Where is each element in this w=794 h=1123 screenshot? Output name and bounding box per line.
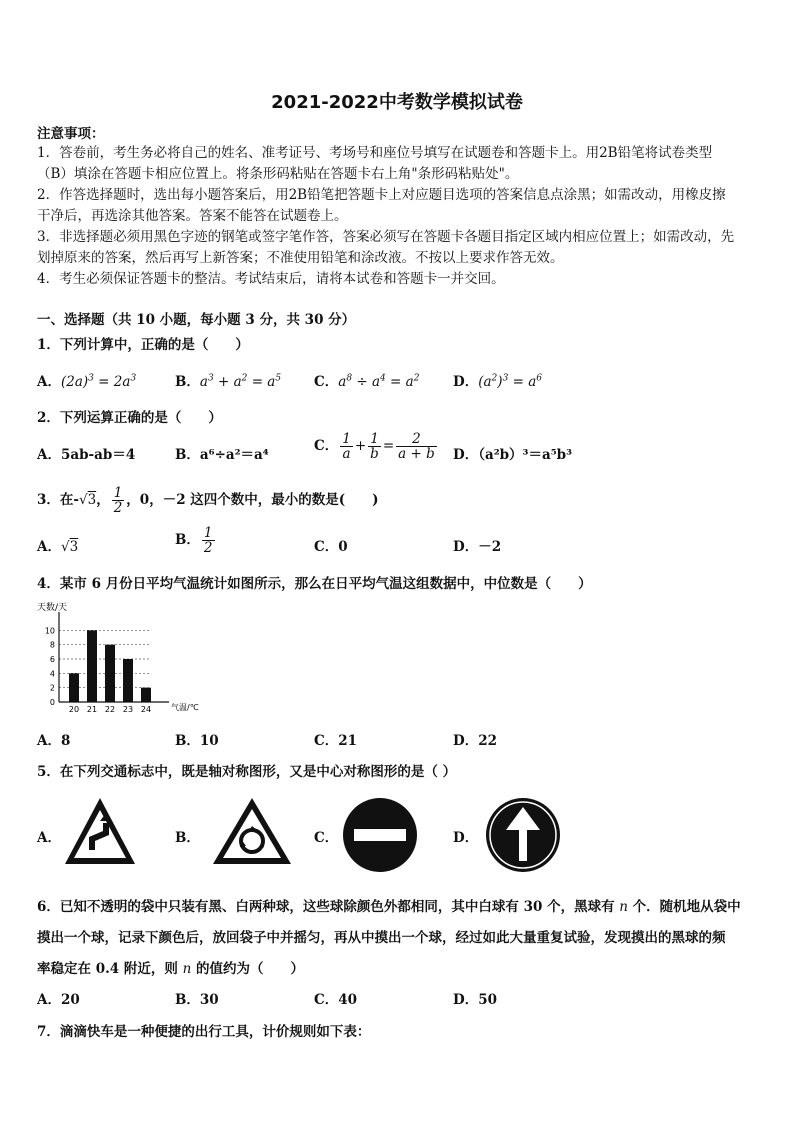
y-tick-label: 8 (49, 640, 55, 650)
q2-option-b: B．a⁶÷a²＝a⁴ (175, 447, 269, 463)
section-heading: 一、选择题（共 10 小题，每小题 3 分，共 30 分） (37, 312, 356, 328)
x-tick-label: 23 (122, 705, 134, 714)
notice-line: 干净后，再选涂其他答案。答案不能答在试题卷上。 (37, 208, 348, 224)
notice-line: 划掉原来的答案，然后再写上新答案；不准使用铅笔和涂改液。不按以上要求作答无效。 (37, 250, 564, 266)
q1-option-a: A．$(2a)^3 = 2a^3$ (37, 373, 137, 390)
notice-line: 1．答卷前，考生务必将自己的姓名、准考证号、考场号和座位号填写在试题卷和答题卡上。用2B铅笔将试卷类型 (37, 145, 713, 161)
x-tick-label: 20 (68, 705, 80, 714)
q4-option-d: D．22 (453, 733, 497, 749)
q1-option-d: D．$(a^2)^3 = a^6$ (453, 373, 542, 390)
q5-option-c: C． (314, 830, 339, 846)
y-tick-label: 6 (49, 655, 55, 664)
q3-option-a: A．√3 (37, 539, 79, 555)
roundabout-sign-icon (210, 795, 294, 867)
q4-option-b: B．10 (175, 733, 219, 749)
straight-ahead-arrow-sign-icon (485, 797, 561, 873)
q4-option-c: C．21 (314, 733, 358, 749)
chart-xlabel: 气温/℃ (171, 703, 199, 712)
question-3-stem: 3．在-√3， $\frac{1}{2}$ ，0，－2 这四个数中，最小的数是( ) (37, 485, 379, 517)
chart-xticks (69, 705, 151, 714)
bar-24 (141, 688, 151, 702)
question-6-line-3: 率稳定在 0.4 附近，则 n 的值约为（ ） (37, 961, 304, 977)
y-tick-label: 0 (49, 698, 55, 707)
question-6-line-2: 摸出一个球，记录下颜色后，放回袋子中并摇匀，再从中摸出一个球，经过如此大量重复试验，发现摸出的黑球的频 (37, 930, 726, 946)
chart-ylabel: 天数/天 (37, 603, 68, 613)
notice-line: 3．非选择题必须用黑色字迹的钢笔或签字笔作答，答案必须写在答题卡各题目指定区域内相应位置上；如需改动，先 (37, 229, 735, 245)
question-6-line-1: 6．已知不透明的袋中只装有黑、白两种球，这些球除颜色外都相同，其中白球有 30 个，黑球有 n 个．随机地从袋中 (37, 899, 741, 915)
chart-bars (69, 630, 151, 702)
bar-21 (87, 630, 97, 702)
question-5-stem: 5．在下列交通标志中，既是轴对称图形，又是中心对称图形的是（ ） (37, 764, 457, 780)
notice-heading: 注意事项： (37, 126, 105, 142)
x-tick-label: 21 (86, 705, 98, 714)
bar-22 (105, 645, 115, 702)
question-1-stem: 1．下列计算中，正确的是（ ） (37, 337, 249, 353)
q5-option-a: A． (37, 830, 61, 846)
winding-road-sign-icon (62, 795, 138, 867)
question-2-stem: 2．下列运算正确的是（ ） (37, 410, 222, 426)
q6-option-b: B．30 (175, 992, 219, 1008)
q6-option-c: C．40 (314, 992, 358, 1008)
y-tick-label: 4 (49, 669, 55, 679)
q2-option-c: C． $\frac{1}{a}$ + $\frac{1}{b}$ = $\frac{2}{a + b}$ (314, 431, 435, 463)
question-7-stem: 7．滴滴快车是一种便捷的出行工具，计价规则如下表： (37, 1024, 371, 1040)
x-tick-label: 22 (104, 705, 116, 714)
notice-line: 4．考生必须保证答题卡的整洁。考试结束后，请将本试卷和答题卡一并交回。 (37, 271, 505, 287)
q5-option-d: D． (453, 830, 479, 846)
q2-option-a: A．5ab-ab＝4 (37, 447, 136, 463)
temperature-bar-chart (35, 598, 199, 718)
question-4-stem: 4．某市 6 月份日平均气温统计如图所示，那么在日平均气温这组数据中，中位数是（ ） (37, 576, 592, 592)
y-tick-label: 10 (44, 626, 55, 636)
q1-option-b: B．$a^3 + a^2 = a^5$ (175, 373, 282, 390)
exam-title: 2021-2022中考数学模拟试卷 (271, 92, 523, 113)
q1-option-c: C．$a^8 \div a^4 = a^2$ (314, 373, 420, 390)
q6-option-a: A．20 (37, 992, 80, 1008)
y-tick-label: 2 (49, 683, 55, 693)
bar-23 (123, 659, 133, 702)
q3-option-b: B． $\frac{1}{2}$ (175, 525, 213, 557)
notice-line: （B）填涂在答题卡相应位置上。将条形码粘贴在答题卡右上角"条形码粘贴处"。 (37, 166, 519, 182)
chart-yticks (45, 626, 55, 707)
x-tick-label: 24 (140, 705, 152, 714)
q3-option-c: C．0 (314, 539, 348, 555)
q2-option-d: D．（a²b）³＝a⁵b³ (453, 447, 572, 463)
bar-20 (69, 673, 79, 702)
q6-option-d: D．50 (453, 992, 497, 1008)
q4-option-a: A．8 (37, 733, 71, 749)
no-entry-sign-icon (342, 797, 418, 873)
q5-option-b: B． (175, 830, 200, 846)
q3-option-d: D．－2 (453, 539, 502, 555)
notice-line: 2．作答选择题时，选出每小题答案后，用2B铅笔把答题卡上对应题目选项的答案信息点涂黑；如需改动，用橡皮擦 (37, 187, 726, 203)
